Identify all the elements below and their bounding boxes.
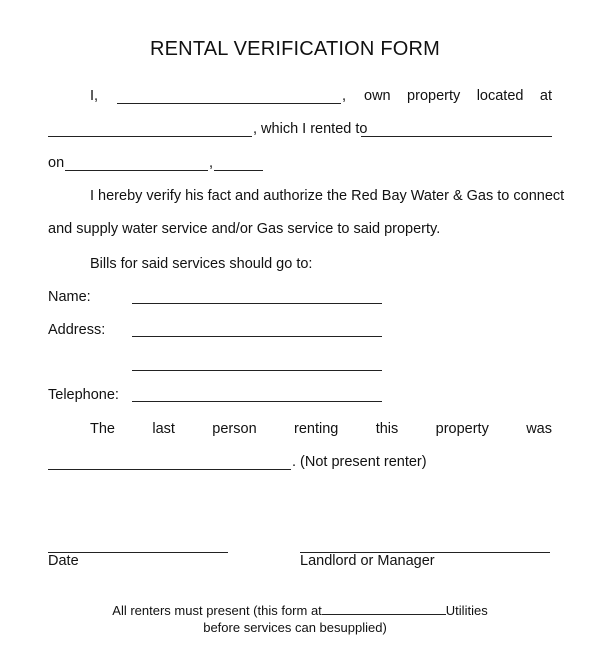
- address-label: Address:: [48, 322, 106, 338]
- utility-office-blank[interactable]: [322, 603, 446, 615]
- word-at: at: [539, 88, 552, 104]
- bills-label: Bills for said services should go to:: [90, 256, 313, 272]
- previous-renter-blank[interactable]: [48, 469, 291, 470]
- paragraph-line-1: I hereby verify his fact and authorize the Red Bay Water & Gas to connect: [90, 188, 565, 204]
- line3-comma: ,: [209, 155, 214, 171]
- last-renter-line: [90, 421, 552, 437]
- word-renting: renting: [294, 421, 339, 437]
- word-was: was: [526, 421, 552, 437]
- word-this: this: [375, 421, 399, 437]
- date-label: Date: [48, 553, 79, 569]
- line1-i: I,: [90, 88, 99, 104]
- landlord-label: Landlord or Manager: [300, 553, 435, 569]
- telephone-label: Telephone:: [48, 387, 119, 403]
- property-address-blank[interactable]: [48, 136, 252, 137]
- word-own: own: [364, 88, 391, 104]
- name-blank[interactable]: [132, 303, 382, 304]
- line3-on: on: [48, 155, 65, 171]
- footer-text-b: Utilities: [445, 603, 488, 618]
- line1-comma: ,: [342, 88, 347, 104]
- footer-text-a: All renters must present (this form at: [112, 603, 322, 618]
- name-label: Name:: [48, 289, 91, 305]
- word-last: last: [152, 421, 175, 437]
- word-the: The: [90, 421, 115, 437]
- word-person: person: [212, 421, 257, 437]
- line2-text: , which I rented to: [253, 121, 368, 137]
- rental-year-blank[interactable]: [214, 170, 263, 171]
- footer-line-1: [0, 603, 600, 618]
- not-present-note: . (Not present renter): [292, 454, 427, 470]
- word-located: located: [476, 88, 524, 104]
- telephone-blank[interactable]: [132, 401, 382, 402]
- paragraph-line-2: and supply water service and/or Gas service to said property.: [48, 221, 441, 237]
- word-property-2: property: [435, 421, 489, 437]
- address-blank-2[interactable]: [132, 370, 382, 371]
- rental-date-blank[interactable]: [65, 170, 208, 171]
- renter-name-blank[interactable]: [361, 136, 552, 137]
- address-blank-1[interactable]: [132, 336, 382, 337]
- line1-words: [364, 88, 552, 104]
- footer-line-2: before services can besupplied): [203, 620, 387, 635]
- page-title: RENTAL VERIFICATION FORM: [150, 38, 440, 60]
- owner-name-blank[interactable]: [117, 103, 341, 104]
- word-property: property: [407, 88, 461, 104]
